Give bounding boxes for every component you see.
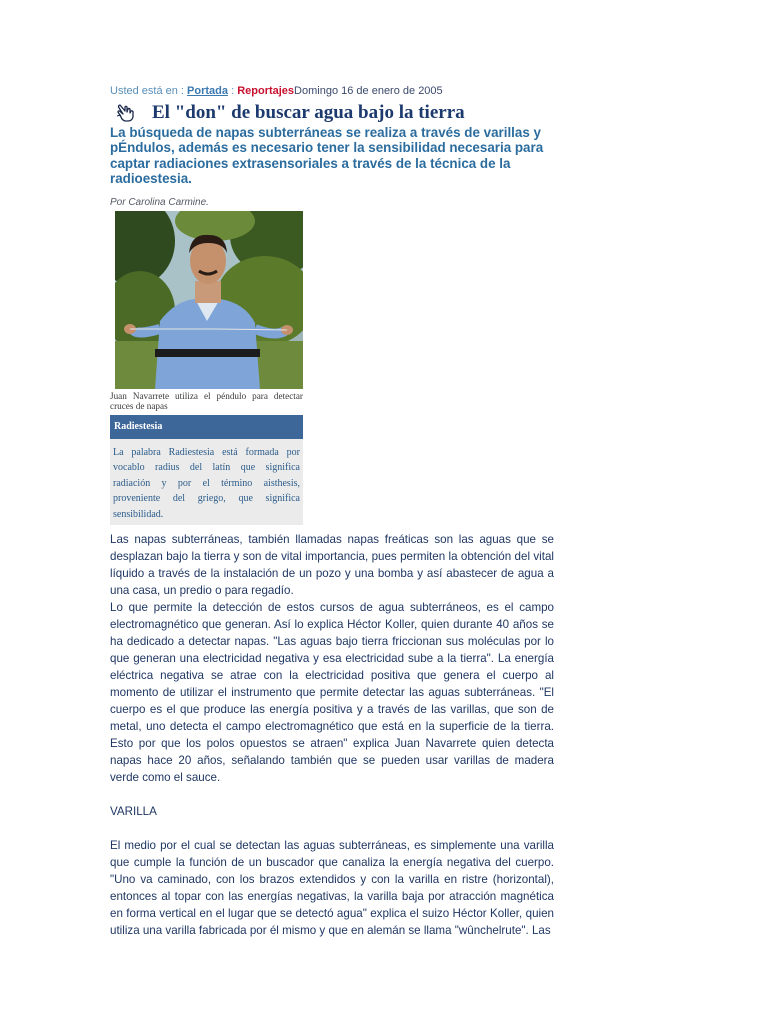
section-heading: VARILLA — [110, 804, 157, 818]
breadcrumb-home-link[interactable]: Portada — [187, 85, 229, 97]
breadcrumb — [110, 84, 554, 98]
article-paragraph: Lo que permite la detección de estos cursos de agua subterráneos, es el campo electromagnético que generan. Así lo explica Héctor Koller, quien durante 40 años se ha dedicado a detectar napas. "Las aguas bajo tierra friccionan sus moléculas por lo que generan una electricidad negativa y esa electricidad sube a la tierra". La energía eléctrica negativa se atrae con la electricidad positiva que genera el cuerpo al momento de utilizar el instrumento que permite detectar las aguas subterráneas. "El cuerpo es el que produce las energía positiva y a través de las varillas, que son de metal, uno detecta el campo electromagnético que está en la superficie de la tierra. Esto por que los polos opuestos se atraen" explica Juan Navarrete quien detecta napas hace 20 años, señalando también que se pueden usar varillas de madera verde como el sauce. — [110, 600, 554, 784]
article-byline: Por Carolina Carmine. — [110, 196, 209, 208]
article-paragraph: El medio por el cual se detectan las aguas subterráneas, es simplemente una varilla que cumple la función de un buscador que canaliza la energía negativa del cuerpo. "Uno va caminado, con los brazos extendidos y con la varilla en ristre (horizontal), entonces al topar con las energías negativas, la varilla baja por atracción magnética en forma vertical en el lugar que se detectó agua" explica el suizo Héctor Koller, quien utiliza una varilla fabricada por él mismo y que en alemán se llama "wûnchelrute". Las — [110, 838, 554, 937]
article-body — [110, 531, 554, 939]
photo-figure — [110, 211, 303, 525]
article-subtitle: La búsqueda de napas subterráneas se realiza a través de varillas y pÉndulos, además es necesario tener la sensibilidad necesaria para captar radiaciones extrasensoriales a través de la técnica de la radioestesia. — [110, 125, 544, 187]
hand-pointer-icon — [116, 103, 138, 123]
headline-row — [110, 102, 554, 124]
article-photo — [115, 211, 303, 389]
breadcrumb-section-link[interactable]: Reportajes — [237, 85, 295, 97]
sidebar-box — [110, 415, 303, 525]
article-page — [110, 84, 554, 939]
article-paragraph: Las napas subterráneas, también llamadas napas freáticas son las aguas que se desplazan bajo la tierra y son de vital importancia, pues permiten la obtención del vital líquido a través de la instalación de un pozo y una bomba y así abastecer de agua a una casa, un predio o para regadío. — [110, 532, 554, 597]
photo-caption: Juan Navarrete utiliza el péndulo para detectar cruces de napas — [110, 390, 303, 411]
sidebar-title: Radiestesia — [110, 415, 303, 439]
breadcrumb-separator: : — [228, 85, 238, 97]
article-date: Domingo 16 de enero de 2005 — [294, 85, 443, 97]
sidebar-text: La palabra Radiestesia está formada por vocablo radius del latín que significa radiación y por el término aisthesis, proveniente del griego, que significa sensibilidad. — [113, 446, 300, 520]
article-title: El "don" de buscar agua bajo la tierra — [152, 102, 465, 123]
breadcrumb-prefix: Usted está en : — [110, 85, 188, 97]
